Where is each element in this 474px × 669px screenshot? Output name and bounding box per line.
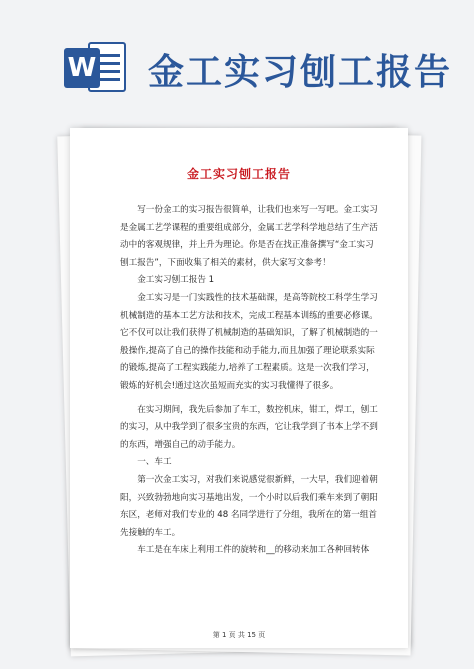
paragraph [120, 290, 378, 396]
paragraph [120, 272, 370, 290]
text-line: 车工是在车床上利用工件的旋转和__的移动来加工各种回转体 [137, 545, 370, 556]
text-line: 的实习，从中我学到了很多宝贵的东西，它让我学到了书本上学不到 [120, 422, 378, 433]
text-line: 金工实习是一门实践性的技术基础课，是高等院校工科学生学习 [137, 292, 378, 303]
word-logo-icon [64, 40, 128, 96]
document-body [120, 202, 378, 560]
paragraph [120, 454, 370, 472]
text-line: 的东西，增强自己的动手能力。 [120, 439, 241, 450]
document-title: 金工实习刨工报告 [186, 167, 291, 181]
text-line: 第一次金工实习，对我们来说感觉很新鲜，一大早，我们迎着朝 [137, 474, 378, 485]
text-line: 锻炼的好机会!通过这次虽短而充实的实习我懂得了很多。 [120, 380, 339, 391]
text-line: 先接触的车工。 [120, 527, 181, 538]
text-line: 阳，兴致勃勃地向实习基地出发，一个小时以后我们乘车来到了朝阳 [120, 492, 378, 503]
text-line: 它不仅可以让我们获得了机械制造的基础知识，了解了机械制造的一 [120, 328, 378, 339]
text-line: 是金属工艺学课程的重要组成部分，金属工艺学科学地总结了生产活 [120, 222, 378, 233]
text-line: 金工实习刨工报告 1 [137, 275, 215, 286]
text-line: 一、车工 [137, 457, 172, 468]
banner-title: 金工实习刨工报告 [148, 52, 453, 93]
text-line: 东区，老师对我们专业的 48 名同学进行了分组，我所在的第一组首 [120, 510, 378, 521]
text-line: 写一份金工的实习报告很简单，让我们也来写一写吧。金工实习 [137, 205, 378, 215]
paragraph [120, 402, 378, 455]
page-number: 第 1 页 共 15 页 [212, 631, 266, 639]
paragraph [120, 202, 378, 272]
document-page [70, 128, 408, 648]
text-line: 的锻炼,提高了工程实践能力,培养了工程素质。这是一次我们学习， [120, 363, 375, 374]
word-badge: W [64, 48, 100, 88]
text-line: 机械制造的基本工艺方法和技术，完成工程基本训练的重要必修课。 [120, 310, 378, 321]
banner [0, 0, 474, 120]
paragraph [120, 472, 378, 542]
paragraph [120, 542, 370, 560]
text-line: 在实习期间，我先后参加了车工，数控机床，钳工，焊工，刨工 [137, 404, 378, 415]
text-line: 刨工报告”，下面收集了相关的素材，供大家写文参考！ [120, 257, 331, 268]
text-line: 动中的客观规律，并上升为理论。你是否在找正准备撰写“金工实习 [120, 240, 374, 251]
text-line: 般操作,提高了自己的操作技能和动手能力,而且加强了理论联系实际 [120, 345, 375, 356]
